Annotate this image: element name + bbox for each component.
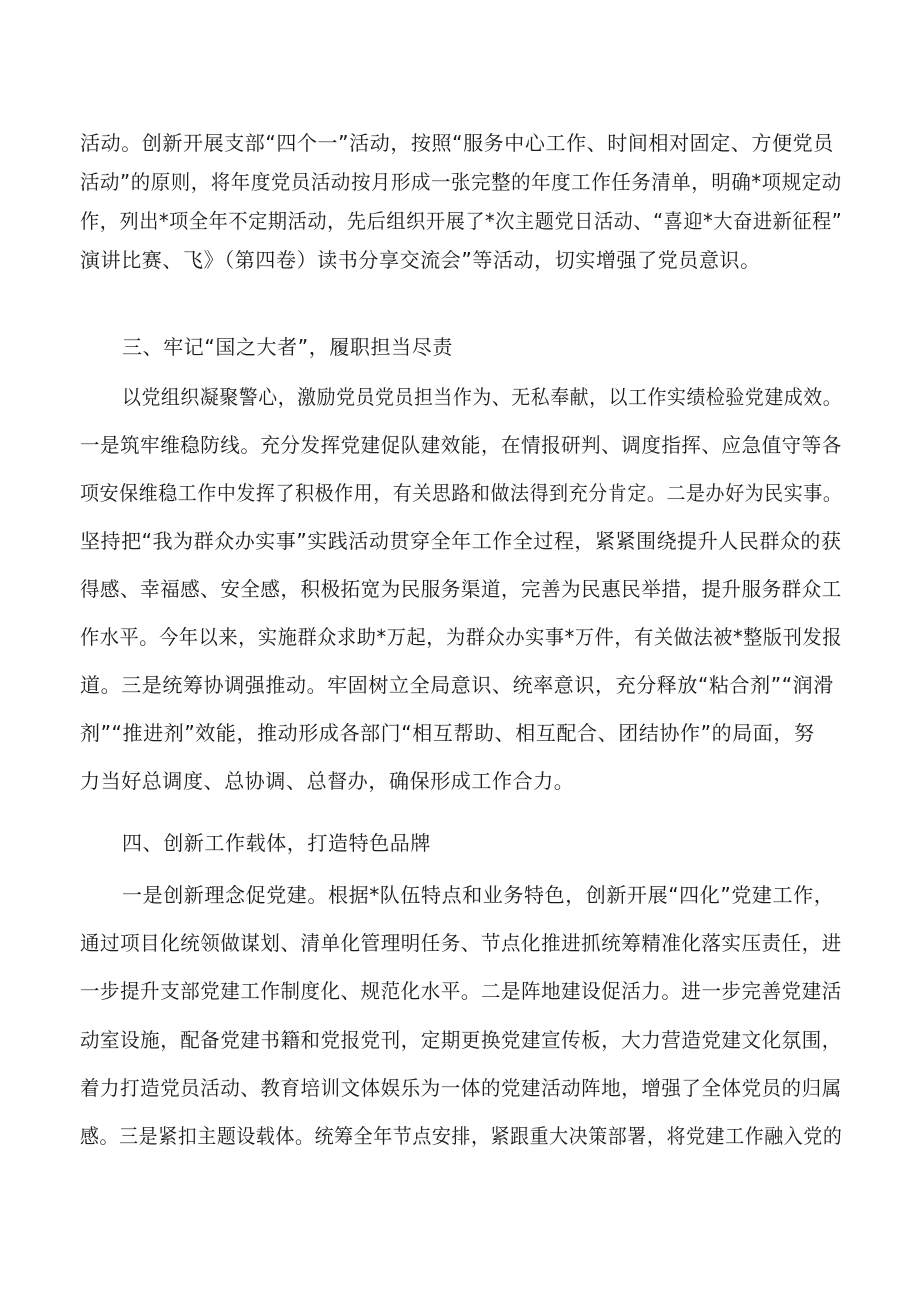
text-line: 以党组织凝聚警心，激励党员党员担当作为、无私奉献，以工作实绩检验党建成效。: [122, 385, 843, 409]
heading-text: 三、牢记“国之大者”，履职担当尽责: [122, 335, 453, 359]
text-line: 动室设施，配备党建书籍和党报党刊，定期更换党建宣传板，大力营造党建文化氛围，: [80, 1028, 842, 1052]
text-line: 项安保维稳工作中发挥了积极作用，有关思路和做法得到充分肯定。二是办好为民实事。: [80, 481, 843, 505]
text-line: 坚持把“我为群众办实事”实践活动贯穿全年工作全过程，紧紧围绕提升人民群众的获: [80, 529, 842, 553]
text-line: 剂”“推进剂”效能，推动形成各部门“相互帮助、相互配合、团结协作”的局面，努: [80, 721, 815, 745]
text-line: 感。三是紧扣主题设载体。统筹全年节点安排，紧跟重大决策部署，将党建工作融入党的: [80, 1124, 843, 1148]
body-line: [0, 240, 920, 280]
body-line: [0, 923, 920, 963]
body-line: [0, 971, 920, 1011]
body-line: [0, 1116, 920, 1156]
text-line: 一是创新理念促党建。根据*队伍特点和业务特色，创新开展“四化”党建工作，: [122, 883, 835, 907]
text-line: 一是筑牢维稳防线。充分发挥党建促队建效能，在情报研判、调度指挥、应急值守等各: [80, 433, 842, 457]
heading-text: 四、创新工作载体，打造特色品牌: [122, 831, 431, 855]
text-line: 力当好总调度、总协调、总督办，确保形成工作合力。: [80, 769, 575, 793]
text-line: 得感、幸福感、安全感，积极拓宽为民服务渠道，完善为民惠民举措，提升服务群众工: [80, 577, 842, 601]
body-line: [0, 875, 920, 915]
body-line: [0, 665, 920, 705]
text-line: 活动”的原则，将年度党员活动按月形成一张完整的年度工作任务清单，明确*项规定动: [80, 170, 842, 194]
body-line: [0, 123, 920, 163]
body-line: [0, 569, 920, 609]
body-line: [0, 713, 920, 753]
body-line: [0, 162, 920, 202]
text-line: 作，列出*项全年不定期活动，先后组织开展了*次主题党日活动、“喜迎*大奋进新征程”: [80, 209, 843, 233]
section-heading: [0, 327, 920, 367]
body-line: [0, 617, 920, 657]
body-line: [0, 521, 920, 561]
text-line: 活动。创新开展支部“四个一”活动，按照“服务中心工作、时间相对固定、方便党员: [80, 131, 834, 155]
body-line: [0, 473, 920, 513]
body-line: [0, 377, 920, 417]
section-heading: [0, 823, 920, 863]
text-line: 着力打造党员活动、教育培训文体娱乐为一体的党建活动阵地，增强了全体党员的归属: [80, 1076, 842, 1100]
text-line: 演讲比赛、飞》（第四卷）读书分享交流会”等活动，切实增强了党员意识。: [80, 248, 761, 272]
body-line: [0, 1068, 920, 1108]
text-line: 一步提升支部党建工作制度化、规范化水平。二是阵地建设促活力。进一步完善党建活: [80, 979, 842, 1003]
body-line: [0, 425, 920, 465]
text-line: 通过项目化统领做谋划、清单化管理明任务、节点化推进抓统筹精准化落实压责任，进: [80, 931, 842, 955]
body-line: [0, 201, 920, 241]
text-line: 道。三是统筹协调强推动。牢固树立全局意识、统率意识，充分释放“粘合剂”“润滑: [80, 673, 834, 697]
body-line: [0, 761, 920, 801]
text-line: 作水平。今年以来，实施群众求助*万起，为群众办实事*万件，有关做法被*整版刊发报: [80, 625, 842, 649]
body-line: [0, 1020, 920, 1060]
